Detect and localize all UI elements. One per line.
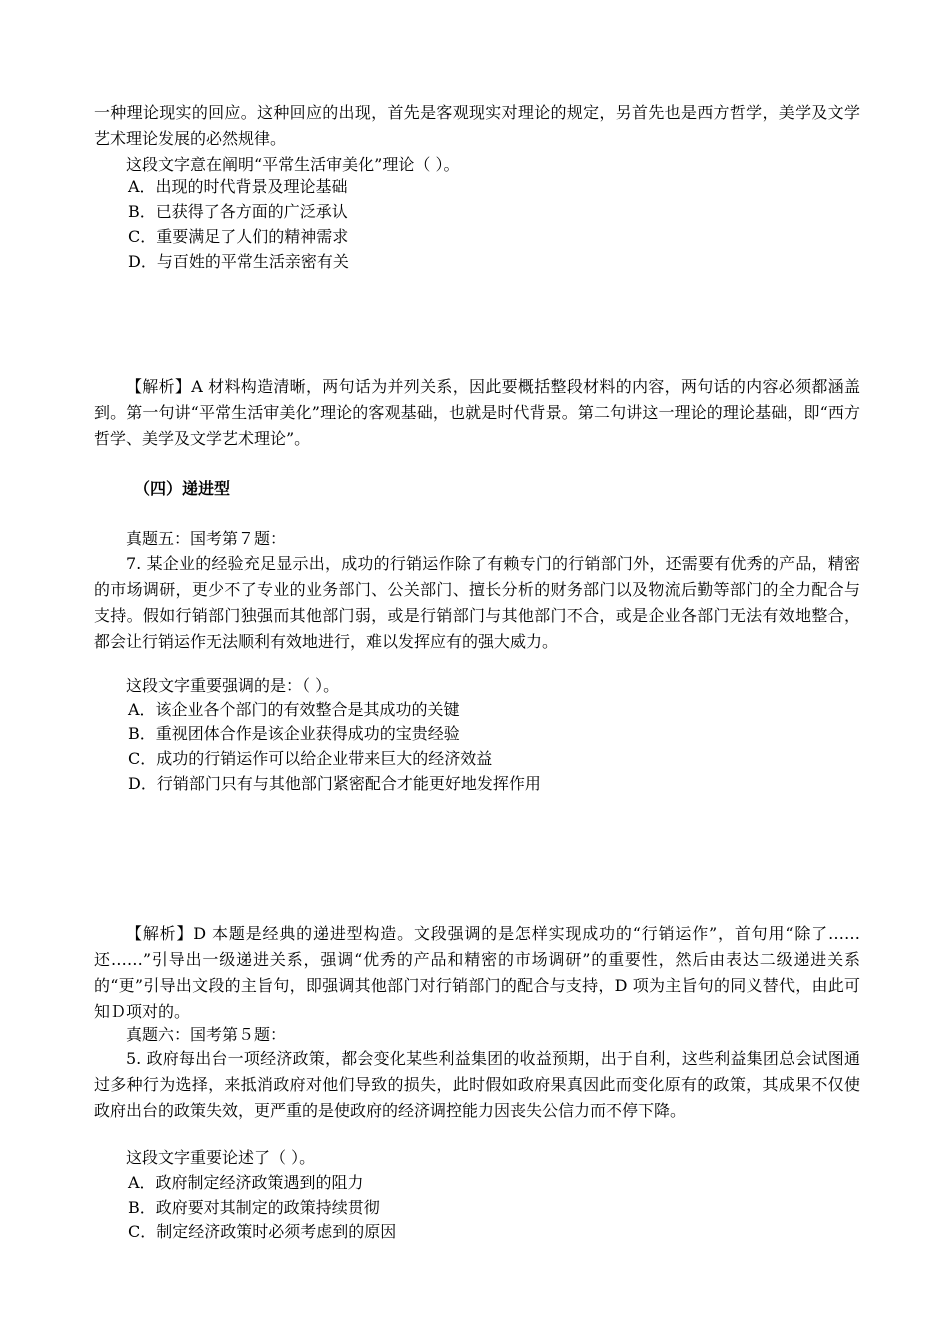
question-paragraph: 5. 政府每出台一项经济政策，都会变化某些利益集团的收益预期，出于自利，这些利益集团总会试图通过多种行为选择，来抵消政府对他们导致的损失，此时假如政府果真因此而变化原有的政策，其成果不仅使政府出台的政策失效，更严重的是使政府的经济调控能力因丧失公信力而不停下降。 — [94, 1049, 860, 1120]
option-a: A．政府制定经济政策遇到的阻力 — [128, 1173, 364, 1192]
option-a: A．出现的时代背景及理论基础 — [128, 177, 348, 196]
option-d: D．与百姓的平常生活亲密有关 — [128, 252, 349, 271]
option-b: B．政府要对其制定的政策持续贯彻 — [128, 1198, 380, 1217]
analysis-paragraph: 【解析】A 材料构造清晰，两句话为并列关系，因此要概括整段材料的内容，两句话的内容必须都涵盖到。第一句讲“平常生活审美化”理论的客观基础，也就是时代背景。第二句讲这一理论的理论基础，即“西方哲学、美学及文学艺术理论”。 — [94, 377, 860, 448]
paragraph-continuation: 一种理论现实的回应。这种回应的出现，首先是客观现实对理论的规定，另首先也是西方哲学，美学及文学艺术理论发展的必然规律。 — [94, 103, 860, 148]
analysis-paragraph: 【解析】D 本题是经典的递进型构造。文段强调的是怎样实现成功的“行销运作”，首句用“除了……还……”引导出一级递进关系，强调“优秀的产品和精密的市场调研”的重要性，然后由表达二级递进关系的“更”引导出文段的主旨句，即强调其他部门对行销部门的配合与支持，D 项为主旨句的同义替代，由此可知Ｄ项对的。 — [94, 924, 860, 1021]
option-b: B．已获得了各方面的广泛承认 — [128, 202, 348, 221]
option-c: C．制定经济政策时必须考虑到的原因 — [128, 1222, 397, 1241]
option-b: B．重视团体合作是该企业获得成功的宝贵经验 — [128, 724, 460, 743]
option-d: D．行销部门只有与其他部门紧密配合才能更好地发挥作用 — [128, 774, 541, 793]
option-c: C．成功的行销运作可以给企业带来巨大的经济效益 — [128, 749, 493, 768]
question-stem: 这段文字重要强调的是：（ ）。 — [126, 676, 340, 695]
question-stem: 这段文字意在阐明“平常生活审美化”理论（ ）。 — [126, 155, 460, 174]
option-c: C．重要满足了人们的精神需求 — [128, 227, 349, 246]
option-a: A．该企业各个部门的有效整合是其成功的关键 — [128, 700, 460, 719]
question-paragraph: 7. 某企业的经验充足显示出，成功的行销运作除了有赖专门的行销部门外，还需要有优秀的产品，精密的市场调研，更少不了专业的业务部门、公关部门、擅长分析的财务部门以及物流后勤等部门的全力配合与支持。假如行销部门独强而其他部门弱，或是行销部门与其他部门不合，或是企业各部门无法有效地整合，都会让行销运作无法顺利有效地进行，难以发挥应有的强大威力。 — [94, 554, 860, 651]
question-source: 真题五：国考第７题： — [126, 529, 287, 548]
question-source: 真题六：国考第５题： — [126, 1025, 287, 1044]
section-heading: （四）递进型 — [134, 479, 231, 498]
question-stem: 这段文字重要论述了（ ）。 — [126, 1148, 316, 1167]
